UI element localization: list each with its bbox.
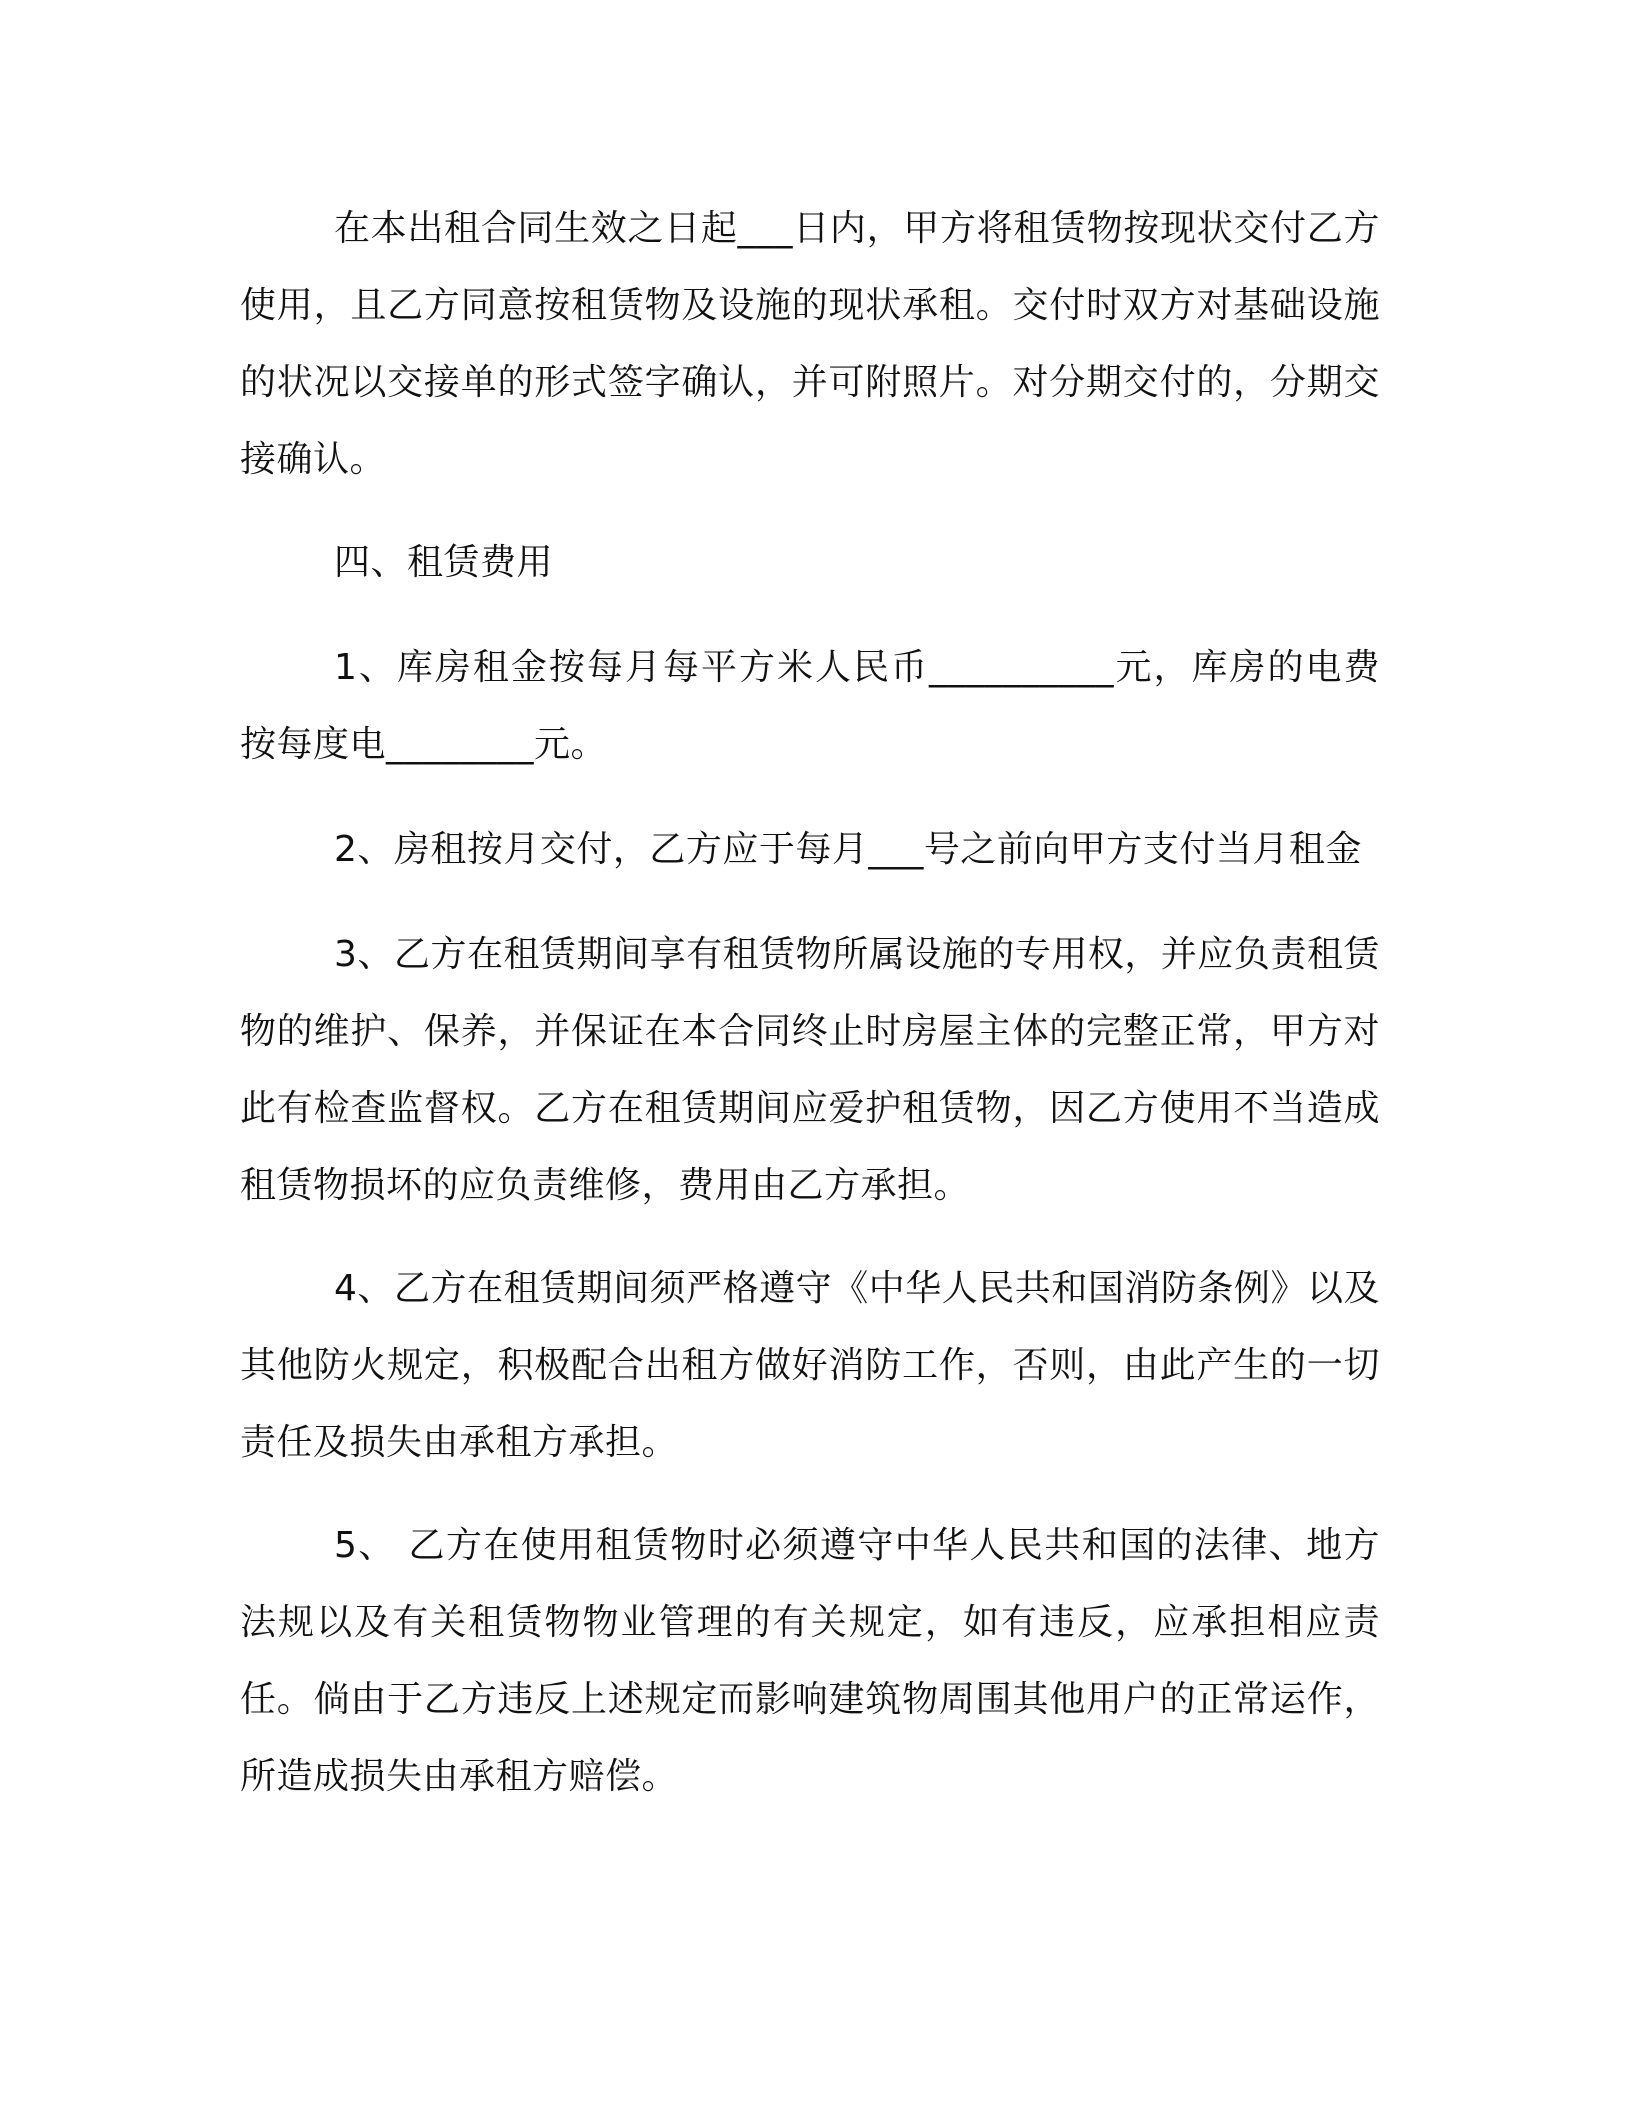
paragraph-clause-1: 1、库房租金按每月每平方米人民币__________元，库房的电费按每度电________元。 xyxy=(240,647,1380,765)
paragraph-clause-2: 2、房租按月交付，乙方应于每月___号之前向甲方支付当月租金 xyxy=(334,829,1362,870)
paragraph-delivery: 在本出租合同生效之日起___日内，甲方将租赁物按现状交付乙方使用，且乙方同意按租赁物及设施的现状承租。交付时双方对基础设施的状况以交接单的形式签字确认，并可附照片。对分期交付的，分期交接确认。 xyxy=(240,208,1380,480)
paragraph-clause-5: 5、 乙方在使用租赁物时必须遵守中华人民共和国的法律、地方法规以及有关租赁物物业管理的有关规定，如有违反，应承担相应责任。倘由于乙方违反上述规定而影响建筑物周围其他用户的正常运作，所造成损失由承租方赔偿。 xyxy=(240,1525,1380,1797)
paragraph-clause-3: 3、乙方在租赁期间享有租赁物所属设施的专用权，并应负责租赁物的维护、保养，并保证在本合同终止时房屋主体的完整正常，甲方对此有检查监督权。乙方在租赁期间应爱护租赁物，因乙方使用不当造成租赁物损坏的应负责维修，费用由乙方承担。 xyxy=(240,934,1380,1206)
document-body xyxy=(240,190,1380,1815)
section-heading-rental-fees: 四、租赁费用 xyxy=(334,542,554,583)
paragraph-clause-4: 4、乙方在租赁期间须严格遵守《中华人民共和国消防条例》以及其他防火规定，积极配合出租方做好消防工作，否则，由此产生的一切责任及损失由承租方承担。 xyxy=(240,1268,1380,1463)
